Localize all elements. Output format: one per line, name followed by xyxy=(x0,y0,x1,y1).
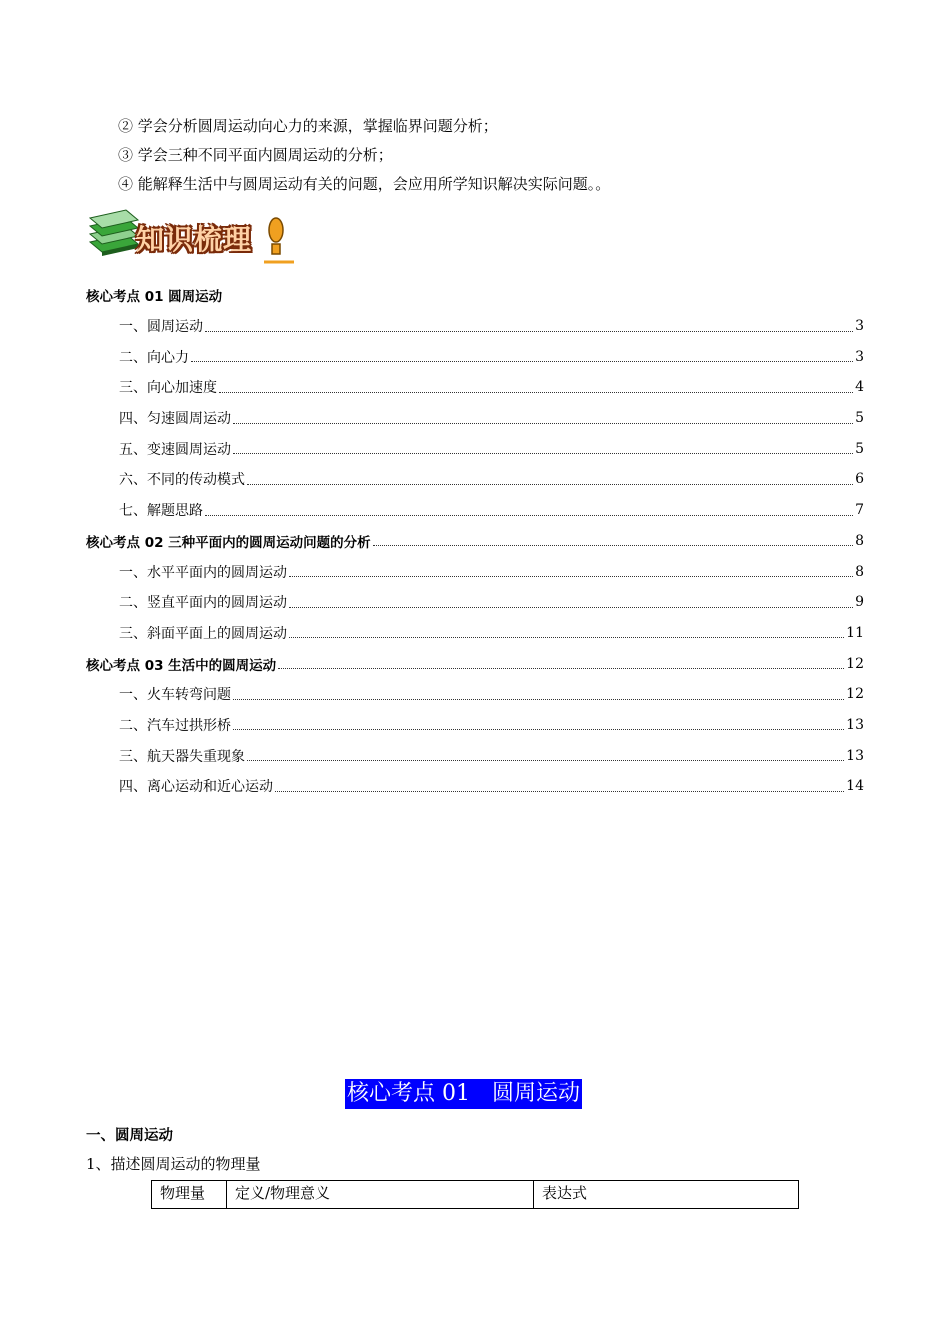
toc-entry[interactable] xyxy=(86,403,864,434)
table-header-row xyxy=(152,1181,799,1209)
toc-label: 五、变速圆周运动 xyxy=(119,441,231,458)
goal-item: ③ 学会三种不同平面内圆周运动的分析； xyxy=(118,146,393,164)
toc-entry[interactable] xyxy=(86,526,864,557)
toc-page: 13 xyxy=(846,716,864,733)
table-header-cell: 物理量 xyxy=(152,1181,227,1209)
toc-entry[interactable] xyxy=(86,372,864,403)
toc-leader xyxy=(233,423,853,424)
table-header-cell: 表达式 xyxy=(534,1181,799,1209)
toc-page: 3 xyxy=(855,318,864,335)
toc-label: 核心考点 03 生活中的圆周运动 xyxy=(86,657,277,674)
toc-leader xyxy=(289,607,853,608)
goal-item: ② 学会分析圆周运动向心力的来源，掌握临界问题分析； xyxy=(118,117,498,135)
toc-entry[interactable] xyxy=(86,740,864,771)
toc-entry[interactable] xyxy=(86,587,864,618)
toc-page: 5 xyxy=(855,410,864,427)
toc-page: 13 xyxy=(846,747,864,764)
toc-leader xyxy=(289,576,853,577)
toc-label: 二、汽车过拱形桥 xyxy=(119,717,231,734)
toc-leader xyxy=(205,331,853,332)
toc-label: 核心考点 01 圆周运动 xyxy=(86,289,223,306)
toc-entry[interactable] xyxy=(86,679,864,710)
toc-leader xyxy=(275,791,844,792)
knowledge-banner xyxy=(86,204,296,266)
table-of-contents xyxy=(86,280,864,802)
toc-label: 四、匀速圆周运动 xyxy=(119,411,231,428)
toc-label: 六、不同的传动模式 xyxy=(119,472,245,489)
goal-item: ④ 能解释生活中与圆周运动有关的问题，会应用所学知识解决实际问题。。 xyxy=(118,175,611,193)
toc-page: 5 xyxy=(855,440,864,457)
toc-entry[interactable] xyxy=(86,618,864,649)
toc-entry[interactable] xyxy=(86,556,864,587)
toc-label: 一、水平平面内的圆周运动 xyxy=(119,564,287,581)
paragraph: 1、描述圆周运动的物理量 xyxy=(86,1155,261,1173)
quantities-table xyxy=(151,1180,799,1209)
toc-leader xyxy=(373,545,853,546)
toc-page: 4 xyxy=(855,379,864,396)
toc-page: 6 xyxy=(855,471,864,488)
toc-page: 7 xyxy=(855,502,864,519)
toc-page: 3 xyxy=(855,348,864,365)
toc-entry[interactable] xyxy=(86,464,864,495)
toc-leader xyxy=(233,699,844,700)
toc-label: 四、离心运动和近心运动 xyxy=(119,779,273,796)
toc-leader xyxy=(233,729,844,730)
subheading: 一、圆周运动 xyxy=(86,1128,173,1144)
toc-leader xyxy=(247,760,844,761)
toc-label: 一、火车转弯问题 xyxy=(119,687,231,704)
toc-leader xyxy=(233,453,853,454)
toc-leader xyxy=(289,637,844,638)
banner-title: 知识梳理 xyxy=(136,223,253,256)
toc-page: 8 xyxy=(855,532,864,549)
toc-entry[interactable] xyxy=(86,433,864,464)
toc-entry[interactable] xyxy=(86,311,864,342)
toc-page: 14 xyxy=(846,778,864,795)
toc-entry[interactable] xyxy=(86,710,864,741)
toc-label: 二、向心力 xyxy=(119,349,189,366)
toc-page: 9 xyxy=(855,594,864,611)
toc-leader xyxy=(191,361,853,362)
learning-goals xyxy=(118,115,610,202)
toc-entry[interactable] xyxy=(86,280,864,311)
toc-label: 一、圆周运动 xyxy=(119,319,203,336)
toc-entry[interactable] xyxy=(86,341,864,372)
toc-entry[interactable] xyxy=(86,648,864,679)
toc-label: 三、斜面平面上的圆周运动 xyxy=(119,625,287,642)
toc-label: 三、向心加速度 xyxy=(119,380,217,397)
toc-page: 12 xyxy=(846,686,864,703)
toc-label: 核心考点 02 三种平面内的圆周运动问题的分析 xyxy=(86,534,371,551)
section-title: 核心考点 01 圆周运动 xyxy=(345,1079,582,1109)
table-header-cell: 定义/物理意义 xyxy=(227,1181,534,1209)
toc-leader xyxy=(219,392,853,393)
toc-label: 二、竖直平面内的圆周运动 xyxy=(119,595,287,612)
toc-leader xyxy=(205,515,853,516)
toc-page: 8 xyxy=(855,563,864,580)
toc-entry[interactable] xyxy=(86,495,864,526)
toc-leader xyxy=(247,484,853,485)
lightbulb-icon xyxy=(264,216,294,266)
toc-label: 七、解题思路 xyxy=(119,503,203,520)
toc-page: 12 xyxy=(846,655,864,672)
toc-entry[interactable] xyxy=(86,771,864,802)
toc-label: 三、航天器失重现象 xyxy=(119,748,245,765)
toc-leader xyxy=(278,668,844,669)
toc-page: 11 xyxy=(846,624,864,641)
